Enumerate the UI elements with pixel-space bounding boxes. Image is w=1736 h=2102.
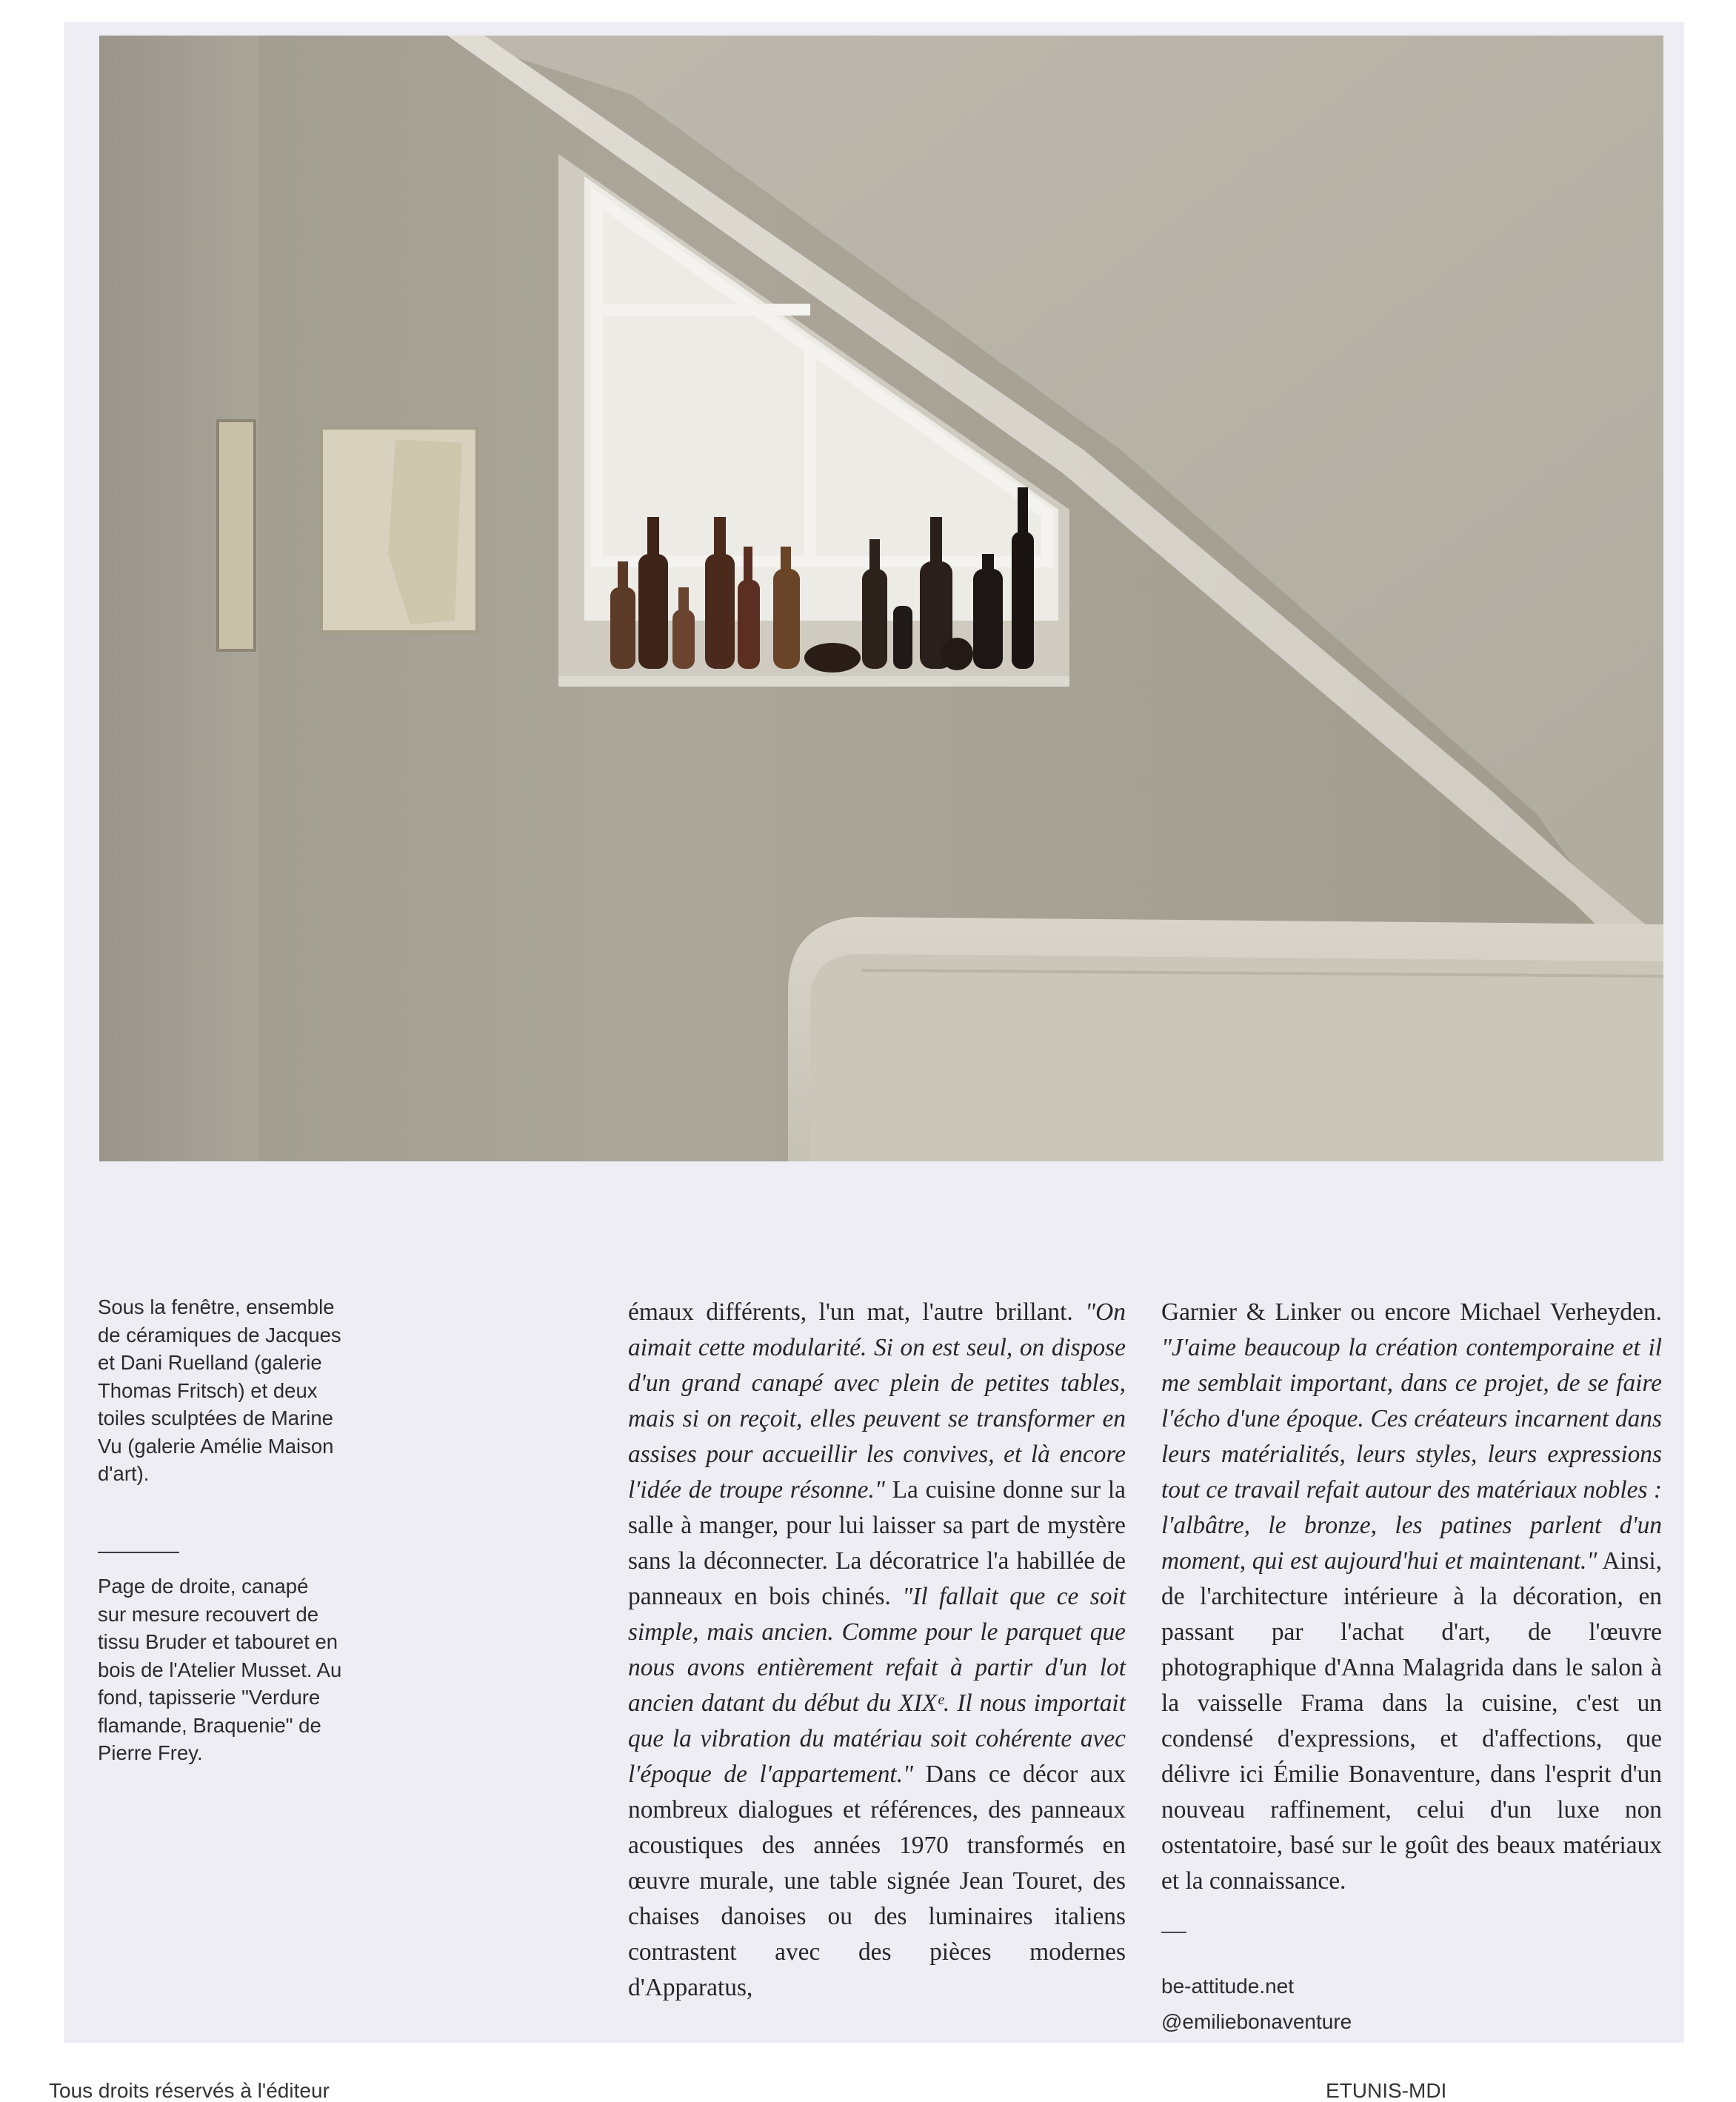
interior-photo	[99, 36, 1663, 1161]
text-run: Garnier & Linker ou encore Michael Verheyden.	[1161, 1298, 1662, 1326]
text-run: Dans ce décor aux nombreux dialogues et références, des panneaux acoustiques des années 1970 transformés en œuvre murale, une table signée Jean Touret, des chaises danoises ou des luminaires italiens contrastent avec des pièces modernes d'Apparatus,	[628, 1761, 1126, 2001]
text-run: La cuisine donne sur la salle à manger, pour lui laisser sa part de mystère sans la déconnecter. La décoratrice l'a habillée de panneaux en bois chinés.	[628, 1476, 1126, 1610]
artwork-small	[218, 421, 255, 650]
footer-rights: Tous droits réservés à l'éditeur	[49, 2079, 330, 2102]
credits-dash	[1161, 1932, 1186, 1933]
footer-code: ETUNIS-MDI	[1326, 2079, 1447, 2102]
text-run: émaux différents, l'un mat, l'autre brillant.	[628, 1298, 1086, 1326]
article-paragraph	[628, 1295, 1126, 2006]
photo-caption-ceramics: Sous la fenêtre, ensemble de céramiques de Jacques et Dani Ruelland (galerie Thomas Fritsch) et deux toiles sculptées de Marine Vu (galerie Amélie Maison d'art).	[98, 1295, 341, 1485]
quote-run: "J'aime beaucoup la création contemporaine et il me semblait important, dans ce projet, de se faire l'écho d'une époque. Ces créateurs incarnent dans leurs matérialités, leurs styles, leurs expressions tout ce travail refait autour des matériaux nobles : l'albâtre, le bronze, les patines parlent d'un moment, qui est aujourd'hui et maintenant."	[1161, 1334, 1662, 1575]
article-column-3	[1161, 1295, 1662, 1899]
quote-run: "Il fallait que ce soit simple, mais ancien. Comme pour le parquet que nous avons entièrement refait à partir d'un lot ancien datant du début du XIXᵉ. Il nous importait que la vibration du matériau soit cohérente avec l'époque de l'appartement."	[628, 1583, 1126, 1788]
article-column-2	[628, 1295, 1126, 2006]
interior-photo-illustration	[99, 36, 1663, 1161]
article-paragraph	[1161, 1295, 1662, 1899]
website-link[interactable]: be-attitude.net	[1161, 1975, 1295, 1998]
quote-run: "On aimait cette modularité. Si on est seul, on dispose d'un grand canapé avec plein de petites tables, mais si on reçoit, elles peuvent se transformer en assises pour accueillir les convives, et là encore l'idée de troupe résonne."	[628, 1298, 1126, 1504]
caption-divider	[98, 1552, 179, 1553]
text-run: Ainsi, de l'architecture intérieure à la décoration, en passant par l'achat d'art, de l'œuvre photographique d'Anna Malagrida dans le salon à la vaisselle Frama dans la cuisine, c'est un condensé d'expressions, et d'affections, que délivre ici Émilie Bonaventure, dans l'esprit d'un nouveau raffinement, celui d'un luxe non ostentatoire, basé sur le goût des beaux matériaux et la connaissance.	[1161, 1547, 1662, 1895]
instagram-handle[interactable]: @emiliebonaventure	[1161, 2010, 1352, 2033]
photo-caption-sofa: Page de droite, canapé sur mesure recouvert de tissu Bruder et tabouret en bois de l'Atelier Musset. Au fond, tapisserie "Verdure flamande, Braquenie" de Pierre Frey.	[98, 1575, 342, 1764]
